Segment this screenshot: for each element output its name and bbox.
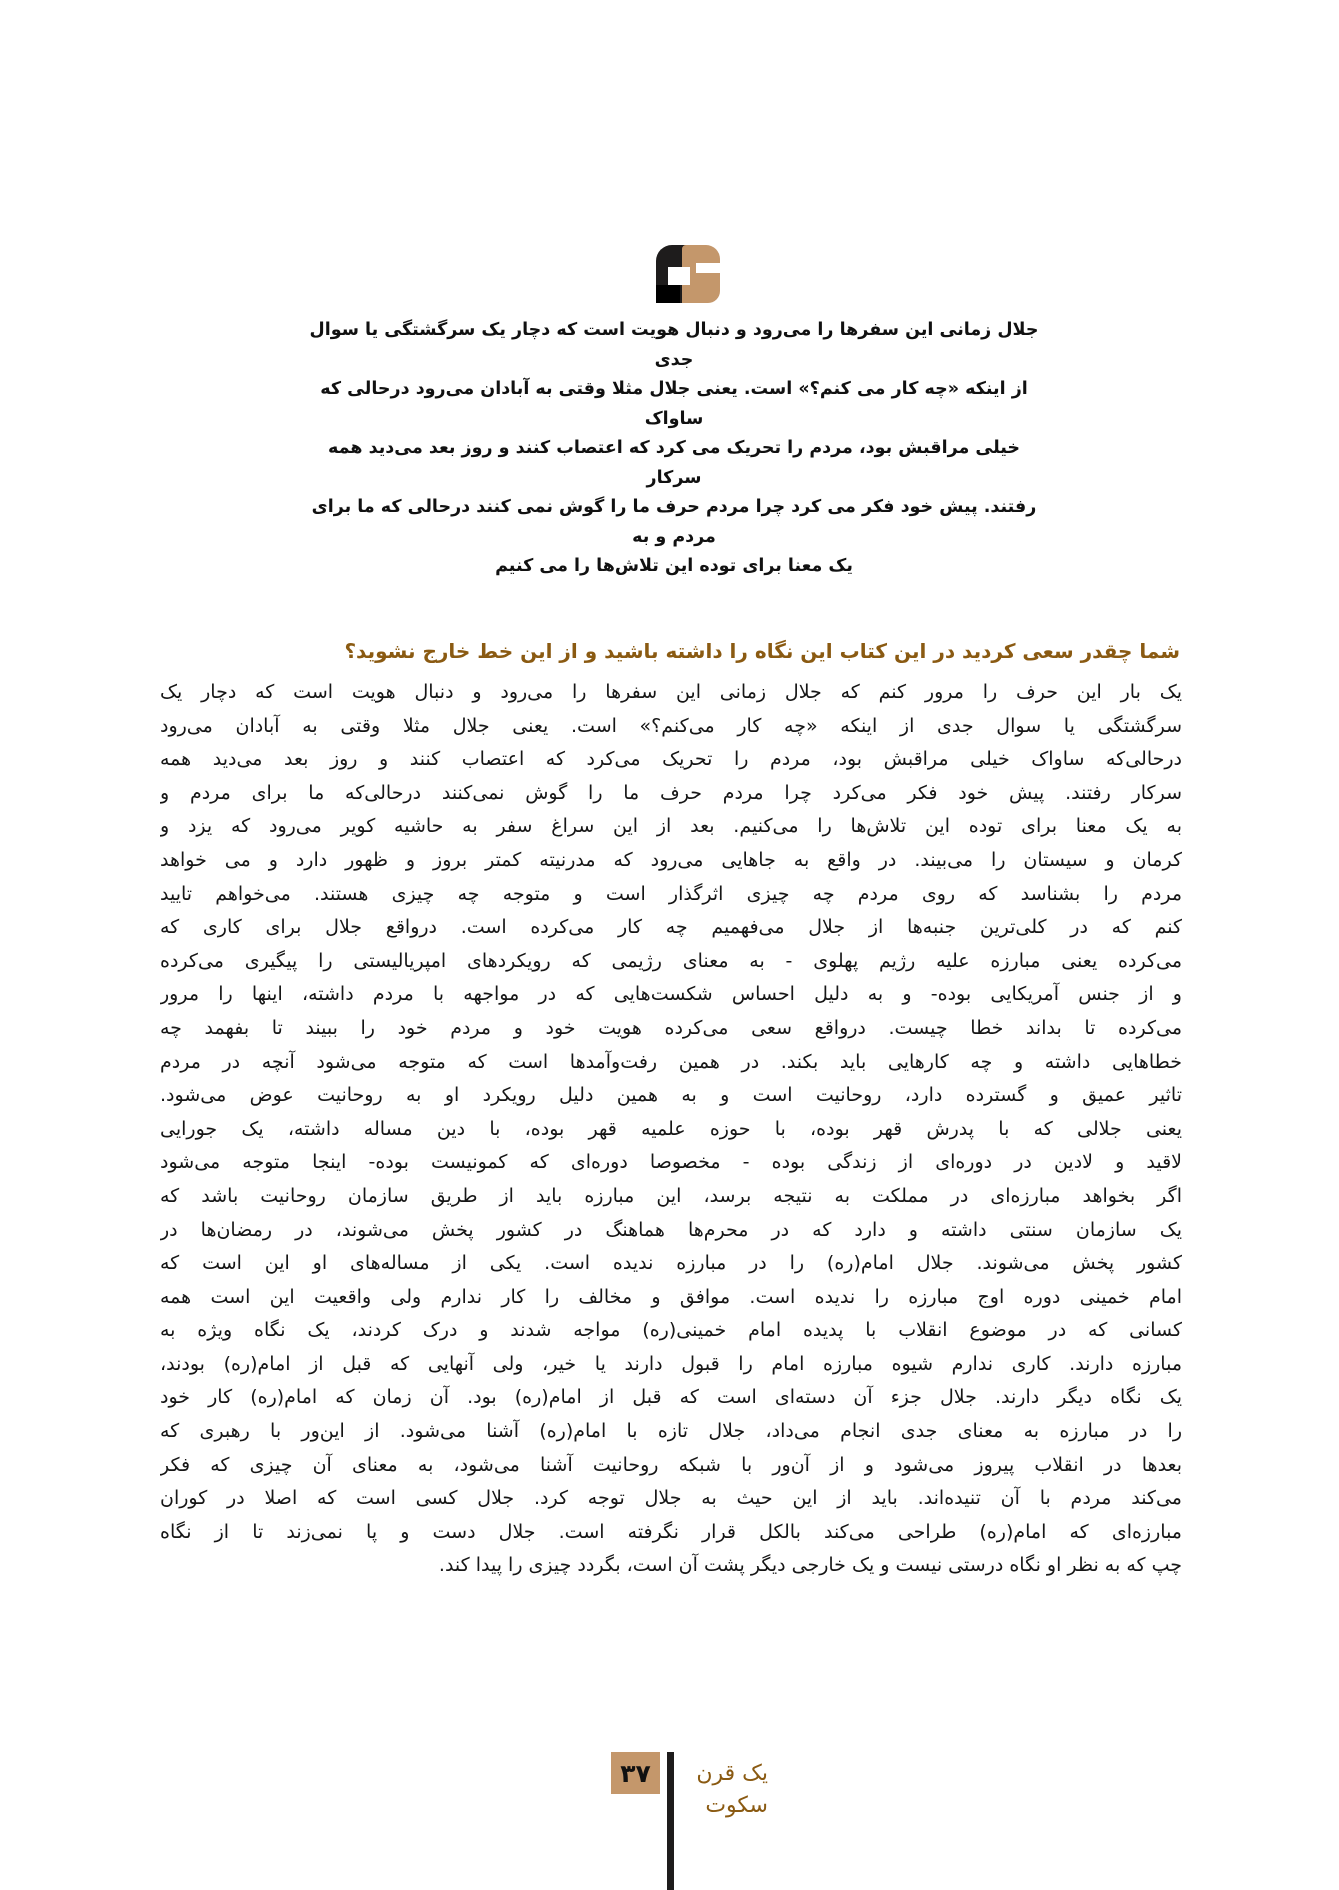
quote-mark-dark-base bbox=[656, 285, 680, 303]
body-line: به یک معنا برای توده این تلاش‌ها را می‌کنیم. بعد از این سراغ سفر به حاشیه کویر می‌رود که یزد و bbox=[160, 815, 1182, 838]
page-number-text: ۳۷ bbox=[620, 1758, 651, 1788]
body-line: درحالی‌که ساواک خیلی مراقبش بود، مردم را تحریک می‌کرد که اعتصاب کنند و روز بعد می‌دید همه bbox=[160, 748, 1182, 771]
pull-quote-line: یک معنا برای توده این تلاش‌ها را می کنیم bbox=[495, 556, 853, 576]
pull-quote-line: جلال زمانی این سفرها را می‌رود و دنبال هویت است که دچار یک سرگشتگی یا سوال جدی bbox=[309, 320, 1039, 370]
body-line: سرگشتگی یا سوال جدی از اینکه «چه کار می‌کنم؟» است. یعنی جلال مثلا وقتی به آبادان می‌رود bbox=[160, 714, 1182, 737]
pull-quote bbox=[300, 316, 1048, 582]
quote-mark-tan-notch bbox=[696, 263, 720, 273]
body-line: یک سازمان سنتی داشته و دارد که در محرم‌ها هماهنگ در کشور پخش می‌شوند، در رمضان‌ها در bbox=[160, 1218, 1182, 1241]
body-line: را در مبارزه به معنای جدی انجام می‌داد، جلال تازه با امام(ره) آشنا می‌شود. از این‌ور با رهبری که bbox=[160, 1420, 1182, 1443]
footer-divider bbox=[667, 1752, 674, 1890]
body-line: یک بار این حرف را مرور کنم که جلال زمانی این سفرها را می‌رود و دنبال هویت است که دچار یک bbox=[160, 681, 1182, 703]
page-number bbox=[611, 1752, 660, 1794]
body-line: کرمان و سیستان را می‌بیند. در واقع به جاهایی می‌رود که مدرنیته کمتر بروز و ظهور دارد و می خواهد bbox=[160, 848, 1182, 871]
body-paragraph bbox=[160, 676, 1182, 1583]
body-line: اگر بخواهد مبارزه‌ای در مملکت به نتیجه برسد، این مبارزه باید از طریق سازمان روحانیت باشد که bbox=[160, 1184, 1182, 1207]
body-line: مبارزه دارند. کاری ندارم شیوه مبارزه امام را قبول دارند یا خیر، ولی آنهایی که قبل از امام(ره) بودند، bbox=[160, 1352, 1182, 1375]
running-book-title bbox=[688, 1758, 768, 1822]
body-line: چپ که به نظر او نگاه درستی نیست و یک خارجی دیگر پشت آن است، بگردد چیزی را پیدا کند. bbox=[438, 1554, 1182, 1577]
body-line: کشور پخش می‌شوند. جلال امام(ره) را در مبارزه ندیده است. یکی از مساله‌های او این است که bbox=[160, 1252, 1182, 1275]
body-line: تاثیر عمیق و گسترده دارد، روحانیت است و به همین دلیل رویکرد او به روحانیت عوض می‌شود. bbox=[160, 1084, 1182, 1107]
body-line: خطاهایی داشته و چه کارهایی باید بکند. در همین رفت‌وآمدها است که متوجه می‌شود آنچه در مردم bbox=[160, 1050, 1182, 1073]
quote-mark-notch bbox=[668, 267, 690, 285]
body-line: می‌کند مردم با آن تنیده‌اند. باید از این حیث به جلال توجه کرد. جلال کسی است که اصلا در کوران bbox=[160, 1487, 1182, 1510]
section-heading: شما چقدر سعی کردید در این کتاب این نگاه را داشته باشید و از این خط خارج نشوید؟ bbox=[344, 639, 1180, 663]
body-line: مردم را بشناسد که روی مردم چه چیزی اثرگذار است و متوجه چه چیزی هستند. می‌خواهم تایید bbox=[160, 882, 1182, 905]
pull-quote-line: خیلی مراقبش بود، مردم را تحریک می کرد که اعتصاب کنند و روز بعد می‌دید همه سرکار bbox=[328, 438, 1020, 488]
pull-quote-line: از اینکه «چه کار می کنم؟» است. یعنی جلال مثلا وقتی به آبادان می‌رود درحالی که ساواک bbox=[320, 379, 1028, 429]
book-title-line-2: سکوت bbox=[705, 1793, 768, 1818]
body-line: یک نگاه دیگر دارند. جلال جزء آن دسته‌ای است که قبل از امام(ره) بود. آن زمان که امام(ره) کار خود bbox=[160, 1386, 1182, 1409]
book-title-line-1: یک قرن bbox=[696, 1761, 768, 1786]
body-line: بعدها در انقلاب پیروز می‌شود و از آن‌ور با شبکه روحانیت آشنا می‌شود، به معنای آن چیزی که فکر bbox=[160, 1453, 1182, 1476]
body-line: مبارزه‌ای که امام(ره) طراحی می‌کند بالکل قرار نگرفته است. جلال دست و پا نمی‌زند تا از نگاه bbox=[160, 1520, 1182, 1543]
pull-quote-line: رفتند. پیش خود فکر می کرد چرا مردم حرف ما را گوش نمی کنند درحالی که ما برای مردم و به bbox=[311, 497, 1037, 547]
body-line: امام خمینی دوره اوج مبارزه را ندیده است. موافق و مخالف را کار ندارم ولی واقعیت این است همه bbox=[160, 1285, 1182, 1308]
quote-mark-icon bbox=[656, 245, 720, 303]
body-line: می‌کرده تا بداند خطا چیست. درواقع سعی می‌کرده هویت خود و مردم خود را ببیند تا بفهمد چه bbox=[160, 1016, 1182, 1039]
body-line: و از جنس آمریکایی بوده- و به دلیل احساس شکست‌هایی که در مواجهه با مردم داشته، اینها را مرور bbox=[160, 983, 1182, 1006]
body-line: کنم که در کلی‌ترین جنبه‌ها از جلال می‌فهمیم چه کار می‌کرده است. درواقع جلال برای کاری که bbox=[160, 916, 1182, 939]
body-line: سرکار رفتند. پیش خود فکر می‌کرد چرا مردم حرف ما را گوش نمی‌کنند درحالی‌که ما برای مردم و bbox=[160, 781, 1182, 804]
body-line: کسانی که در موضوع انقلاب با پدیده امام خمینی(ره) مواجه شدند و درک کردند، یک نگاه ویژه به bbox=[160, 1319, 1182, 1342]
body-line: می‌کرده یعنی مبارزه علیه رژیم پهلوی - به معنای رژیمی که رویکردهای امپریالیستی را پیگیری می‌کرده bbox=[160, 949, 1182, 972]
body-line: لاقید و لادین در دوره‌ای از زندگی بوده - مخصوصا دوره‌ای که کمونیست بوده- اینجا متوجه می‌شود bbox=[160, 1151, 1182, 1174]
body-line: یعنی جلالی که با پدرش قهر بوده، با حوزه علمیه قهر بوده، با دین مساله داشته، یک جورایی bbox=[160, 1117, 1182, 1140]
